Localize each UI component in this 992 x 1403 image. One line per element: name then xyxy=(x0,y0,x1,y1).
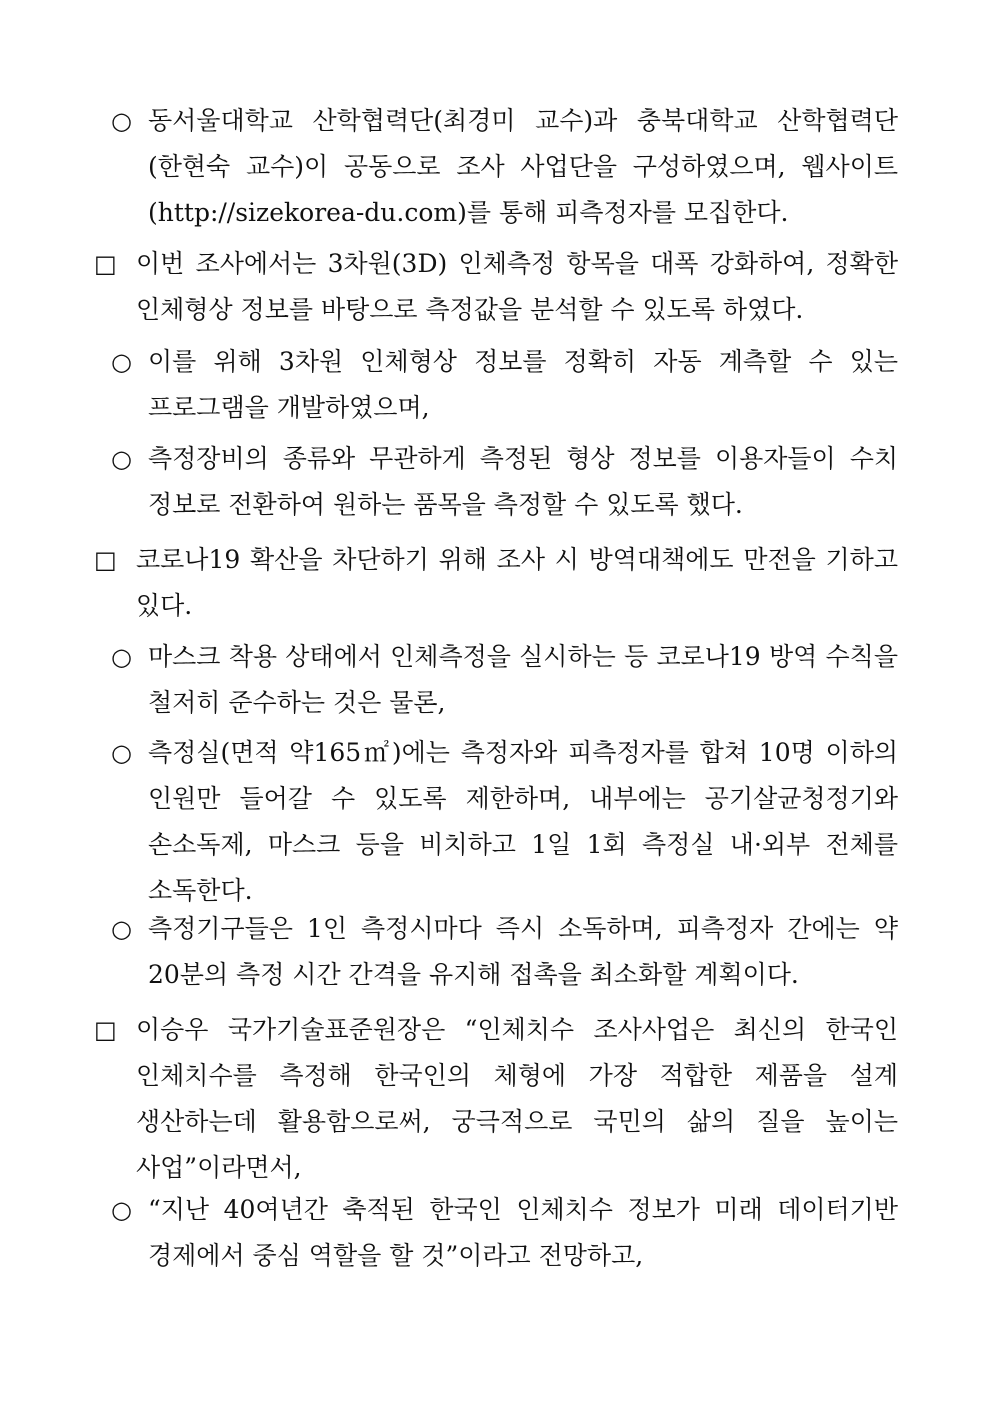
list-item xyxy=(94,1007,898,1191)
item-text: 이번 조사에서는 3차원(3D) 인체측정 항목을 대폭 강화하여, 정확한 인체형상 정보를 바탕으로 측정값을 분석할 수 있도록 하였다. xyxy=(136,249,898,324)
list-item xyxy=(111,906,898,998)
item-text: 이를 위해 3차원 인체형상 정보를 정확히 자동 계측할 수 있는 프로그램을 개발하였으며, xyxy=(148,347,898,422)
item-text: 마스크 착용 상태에서 인체측정을 실시하는 등 코로나19 방역 수칙을 철저히 준수하는 것은 물론, xyxy=(148,642,898,717)
item-text: 동서울대학교 산학협력단(최경미 교수)과 충북대학교 산학협력단(한현숙 교수)이 공동으로 조사 사업단을 구성하였으며, 웹사이트(http://sizekorea-du.com)를 통해 피측정자를 모집한다. xyxy=(148,106,898,227)
square-bullet: □ xyxy=(94,546,117,574)
list-item xyxy=(111,634,898,726)
circle-bullet: ○ xyxy=(111,643,132,671)
list-item xyxy=(111,98,898,236)
item-text: 측정실(면적 약165㎡)에는 측정자와 피측정자를 합쳐 10명 이하의 인원만 들어갈 수 있도록 제한하며, 내부에는 공기살균청정기와 손소독제, 마스크 등을 비치하고 1일 1회 측정실 내·외부 전체를 소독한다. xyxy=(148,738,898,905)
item-text: 측정기구들은 1인 측정시마다 즉시 소독하며, 피측정자 간에는 약 20분의 측정 시간 간격을 유지해 접촉을 최소화할 계획이다. xyxy=(148,914,898,989)
item-text: 측정장비의 종류와 무관하게 측정된 형상 정보를 이용자들이 수치 정보로 전환하여 원하는 품목을 측정할 수 있도록 했다. xyxy=(148,444,898,519)
circle-bullet: ○ xyxy=(111,915,132,943)
circle-bullet: ○ xyxy=(111,348,132,376)
square-bullet: □ xyxy=(94,1016,117,1044)
list-item xyxy=(111,436,898,528)
item-text: 코로나19 확산을 차단하기 위해 조사 시 방역대책에도 만전을 기하고 있다. xyxy=(136,545,898,620)
square-bullet: □ xyxy=(94,250,117,278)
list-item xyxy=(111,339,898,431)
circle-bullet: ○ xyxy=(111,445,132,473)
circle-bullet: ○ xyxy=(111,1196,132,1224)
list-item xyxy=(94,241,898,333)
item-text: 이승우 국가기술표준원장은 “인체치수 조사사업은 최신의 한국인 인체치수를 측정해 한국인의 체형에 가장 적합한 제품을 설계 생산하는데 활용함으로써, 궁극적으로 국민의 삶의 질을 높이는 사업”이라면서, xyxy=(136,1015,898,1182)
circle-bullet: ○ xyxy=(111,739,132,767)
list-item xyxy=(94,537,898,629)
circle-bullet: ○ xyxy=(111,107,132,135)
list-item xyxy=(111,1187,898,1279)
item-text: “지난 40여년간 축적된 한국인 인체치수 정보가 미래 데이터기반 경제에서 중심 역할을 할 것”이라고 전망하고, xyxy=(148,1195,898,1270)
list-item xyxy=(111,730,898,914)
